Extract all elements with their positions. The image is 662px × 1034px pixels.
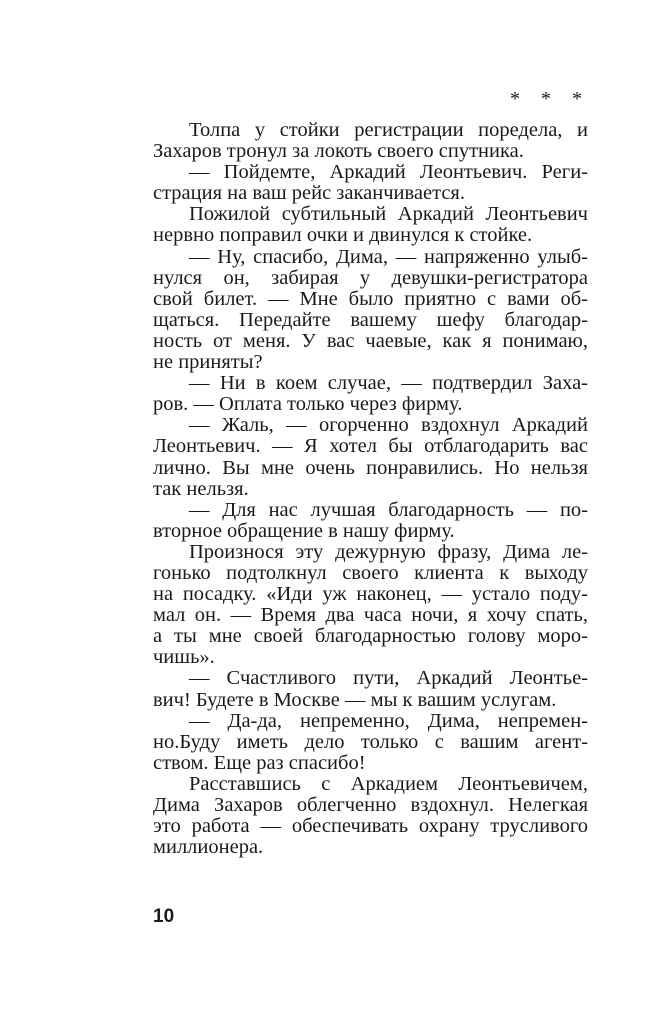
text-line: Захаров тронул за локоть своего спутника. [153,140,524,163]
text-line: — Счастливого пути, Аркадий Леонтье- [189,667,588,690]
paragraph [153,373,588,415]
text-line: Дима Захаров облегченно вздохнул. Нелегкая [153,794,588,816]
text-line: ность от меня. У вас чаевые, как я понимаю, [153,329,588,352]
text-line: так нельзя. [153,477,249,500]
text-line: — Да-да, непременно, Дима, непремен- [189,709,588,732]
text-line: чишь». [153,646,215,669]
text-line: — Пойдемте, Аркадий Леонтьевич. Реги- [189,161,588,184]
text-line: Произнося эту дежурную фразу, Дима ле- [189,540,588,563]
paragraph [153,415,588,499]
text-line: нервно поправил очки и двинулся к стойке. [153,224,533,247]
text-line: не приняты? [153,351,263,374]
text-line: гонько подтолкнул своего клиента к выходу [153,561,588,584]
paragraph [153,711,588,774]
paragraph [153,120,588,162]
paragraph [153,204,588,246]
text-line: лично. Вы мне очень понравились. Но нельзя [153,456,588,479]
text-line: — Жаль, — огорченно вздохнул Аркадий [189,414,588,437]
text-line: Расставшись с Аркадием Леонтьевичем, [189,772,588,795]
text-line: миллионера. [153,836,264,859]
text-line: нулся он, забирая у девушки-регистратора [153,266,588,289]
section-separator: * * * [510,88,590,110]
text-line: — Ну, спасибо, Дима, — напряженно улыб- [189,245,588,268]
text-line: щаться. Передайте вашему шефу благодар- [153,308,588,331]
paragraph [153,774,588,858]
text-line: это работа — обеспечивать охрану трусливого [153,815,588,838]
paragraph [153,668,588,710]
paragraph [153,162,588,204]
text-line: — Ни в коем случае, — подтвердил Заха- [189,372,588,395]
page-number: 10 [153,906,175,927]
text-line: ров. — Оплата только через фирму. [153,393,463,416]
paragraph [153,247,588,374]
text-line: а ты мне своей благодарностью голову моро- [153,625,588,648]
text-line: Толпа у стойки регистрации поредела, и [189,119,588,141]
text-line: страция на ваш рейс заканчивается. [153,182,465,205]
paragraph [153,542,588,669]
body-text [153,120,588,858]
text-line: ством. Еще раз спасибо! [153,751,366,774]
text-line: свой билет. — Мне было приятно с вами об- [153,287,588,310]
text-line: — Для нас лучшая благодарность — по- [189,498,588,521]
paragraph [153,500,588,542]
text-line: Леонтьевич. — Я хотел бы отблагодарить вас [153,435,588,458]
text-line: Пожилой субтильный Аркадий Леонтьевич [189,203,588,226]
text-line: мал он. — Время два часа ночи, я хочу спать, [153,604,588,627]
text-line: вторное обращение в нашу фирму. [153,519,455,542]
text-line: на посадку. «Иди уж наконец, — устало поду- [153,583,588,606]
text-line: но.Буду иметь дело только с вашим агент- [153,730,588,753]
text-line: вич! Будете в Москве — мы к вашим услугам. [153,688,557,711]
